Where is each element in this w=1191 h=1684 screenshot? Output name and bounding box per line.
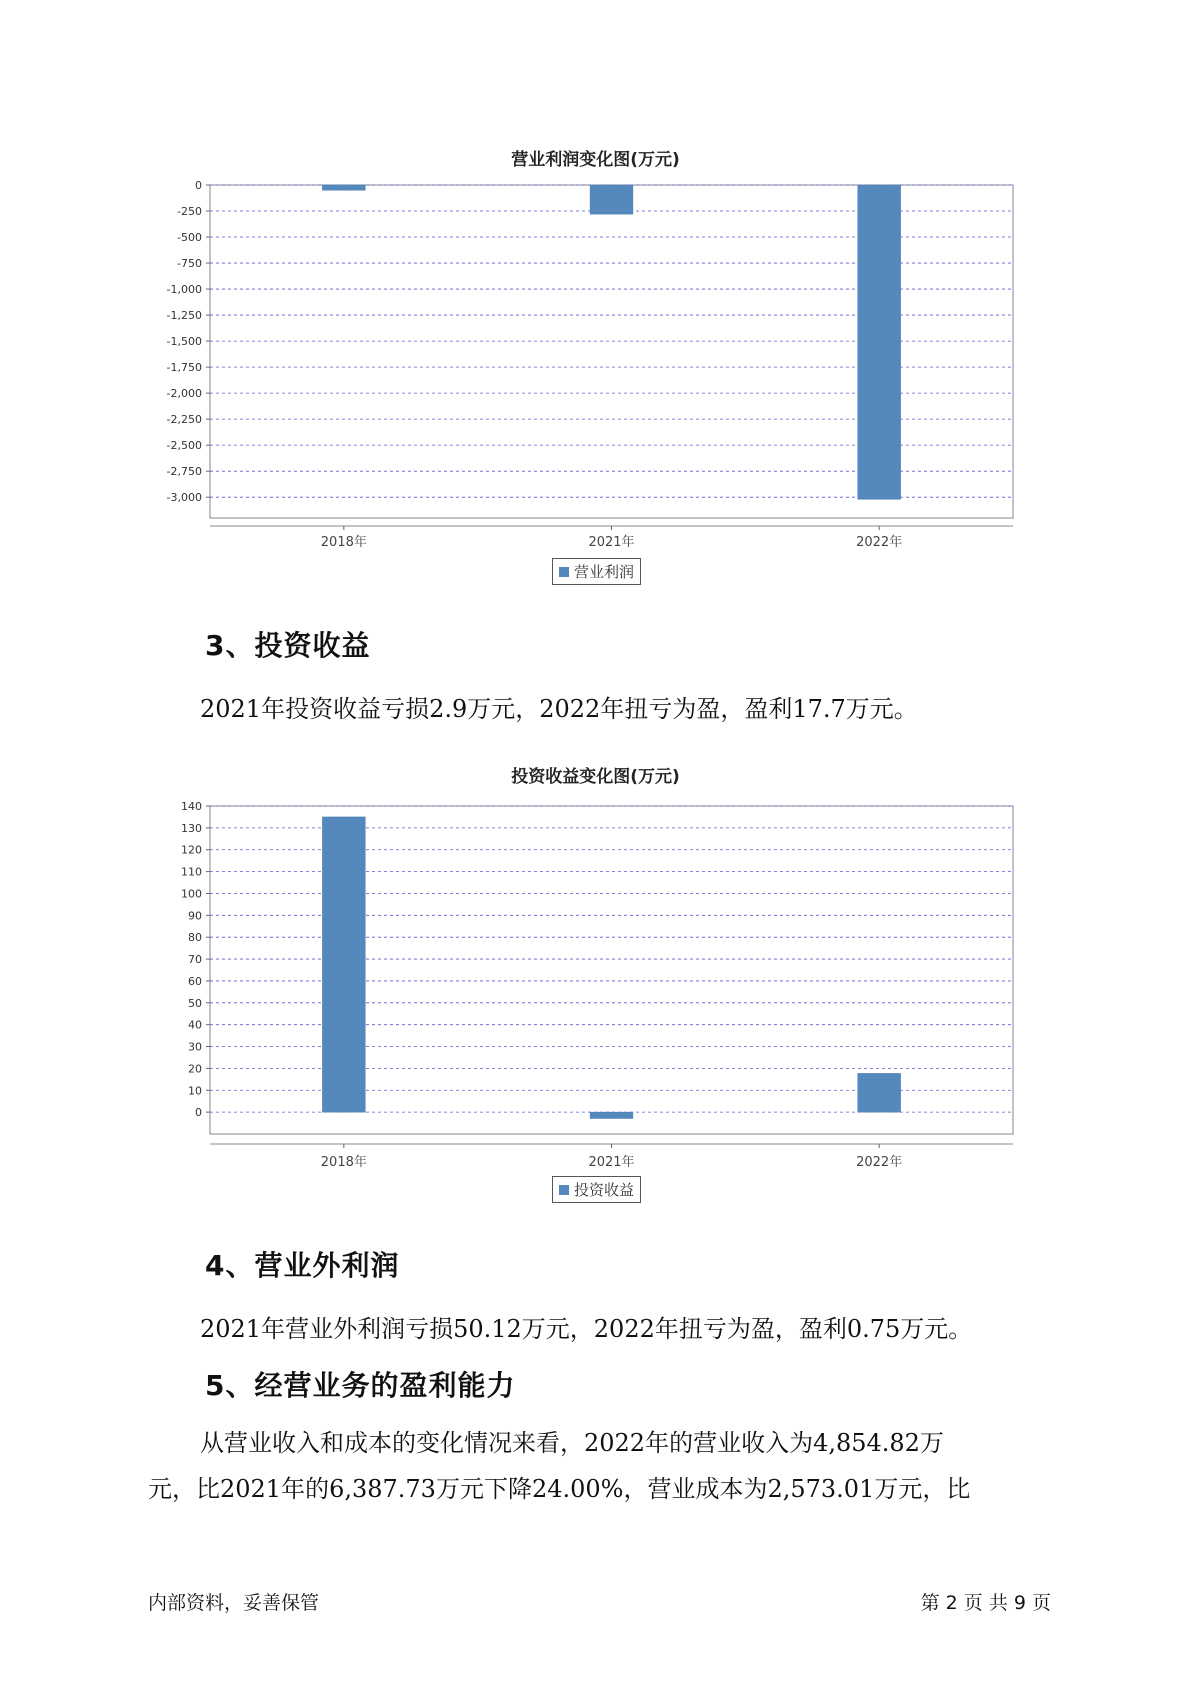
x-tick-label: 2018年 — [320, 1155, 367, 1170]
y-tick-label: -3,000 — [166, 491, 202, 505]
investment-income-chart-title: 投资收益变化图(万元) — [511, 767, 680, 787]
y-tick-label: 100 — [181, 887, 202, 901]
operating-profit-chart — [0, 160, 1191, 550]
investment-income-chart — [0, 780, 1191, 1170]
y-tick-label: 130 — [181, 821, 202, 835]
y-tick-label: 40 — [188, 1018, 202, 1032]
section-5-paragraph — [148, 1420, 1053, 1512]
page-number: 第 2 页 共 9 页 — [920, 1592, 1051, 1614]
y-tick-label: -1,500 — [166, 335, 202, 349]
operating-profit-chart-title: 营业利润变化图(万元) — [511, 150, 680, 170]
section-5-heading: 5、经营业务的盈利能力 — [205, 1369, 516, 1402]
operating-profit-legend — [552, 558, 641, 585]
y-tick-label: 60 — [188, 974, 202, 988]
y-tick-label: -500 — [177, 231, 202, 245]
y-tick-label: 0 — [195, 179, 202, 192]
bar — [322, 185, 365, 190]
y-tick-label: 30 — [188, 1040, 202, 1054]
x-tick-label: 2021年 — [588, 1155, 635, 1170]
bar — [590, 185, 633, 214]
y-tick-label: -250 — [177, 205, 202, 219]
y-tick-label: -750 — [177, 257, 202, 271]
bar — [858, 185, 901, 499]
y-tick-label: 120 — [181, 843, 202, 857]
y-tick-label: 0 — [195, 1106, 202, 1120]
y-tick-label: 70 — [188, 953, 202, 967]
y-tick-label: -2,000 — [166, 387, 202, 401]
x-tick-label: 2018年 — [320, 535, 367, 550]
investment-income-legend — [552, 1176, 641, 1203]
y-tick-label: 20 — [188, 1062, 202, 1076]
y-tick-label: 90 — [188, 909, 202, 923]
section-5-line-2: 元，比2021年的6,387.73万元下降24.00%，营业成本为2,573.01万元，比 — [148, 1475, 971, 1503]
section-3-text: 2021年投资收益亏损2.9万元，2022年扭亏为盈，盈利17.7万元。 — [200, 695, 918, 723]
y-tick-label: -1,250 — [166, 309, 202, 323]
y-tick-label: 80 — [188, 931, 202, 945]
section-4-text: 2021年营业外利润亏损50.12万元，2022年扭亏为盈，盈利0.75万元。 — [200, 1315, 973, 1343]
y-tick-label: 10 — [188, 1084, 202, 1098]
legend-swatch — [559, 567, 569, 577]
y-tick-label: -1,000 — [166, 283, 202, 297]
section-5-line-1: 从营业收入和成本的变化情况来看，2022年的营业收入为4,854.82万 — [200, 1429, 944, 1457]
footer-note: 内部资料，妥善保管 — [148, 1592, 320, 1614]
bar — [858, 1073, 901, 1112]
legend-swatch — [559, 1185, 569, 1195]
y-tick-label: -2,750 — [166, 465, 202, 479]
y-tick-label: -1,750 — [166, 361, 202, 375]
y-tick-label: -2,250 — [166, 413, 202, 427]
bar — [590, 1112, 633, 1118]
section-3-heading: 3、投资收益 — [205, 629, 371, 662]
x-tick-label: 2022年 — [856, 535, 903, 550]
x-tick-label: 2021年 — [588, 535, 635, 550]
x-tick-label: 2022年 — [856, 1155, 903, 1170]
legend-label: 投资收益 — [574, 1181, 635, 1199]
y-tick-label: 110 — [181, 865, 202, 879]
legend-label: 营业利润 — [574, 563, 635, 581]
y-tick-label: -2,500 — [166, 439, 202, 453]
y-tick-label: 50 — [188, 996, 202, 1010]
y-tick-label: 140 — [181, 800, 202, 813]
section-4-heading: 4、营业外利润 — [205, 1249, 400, 1282]
bar — [322, 817, 365, 1112]
